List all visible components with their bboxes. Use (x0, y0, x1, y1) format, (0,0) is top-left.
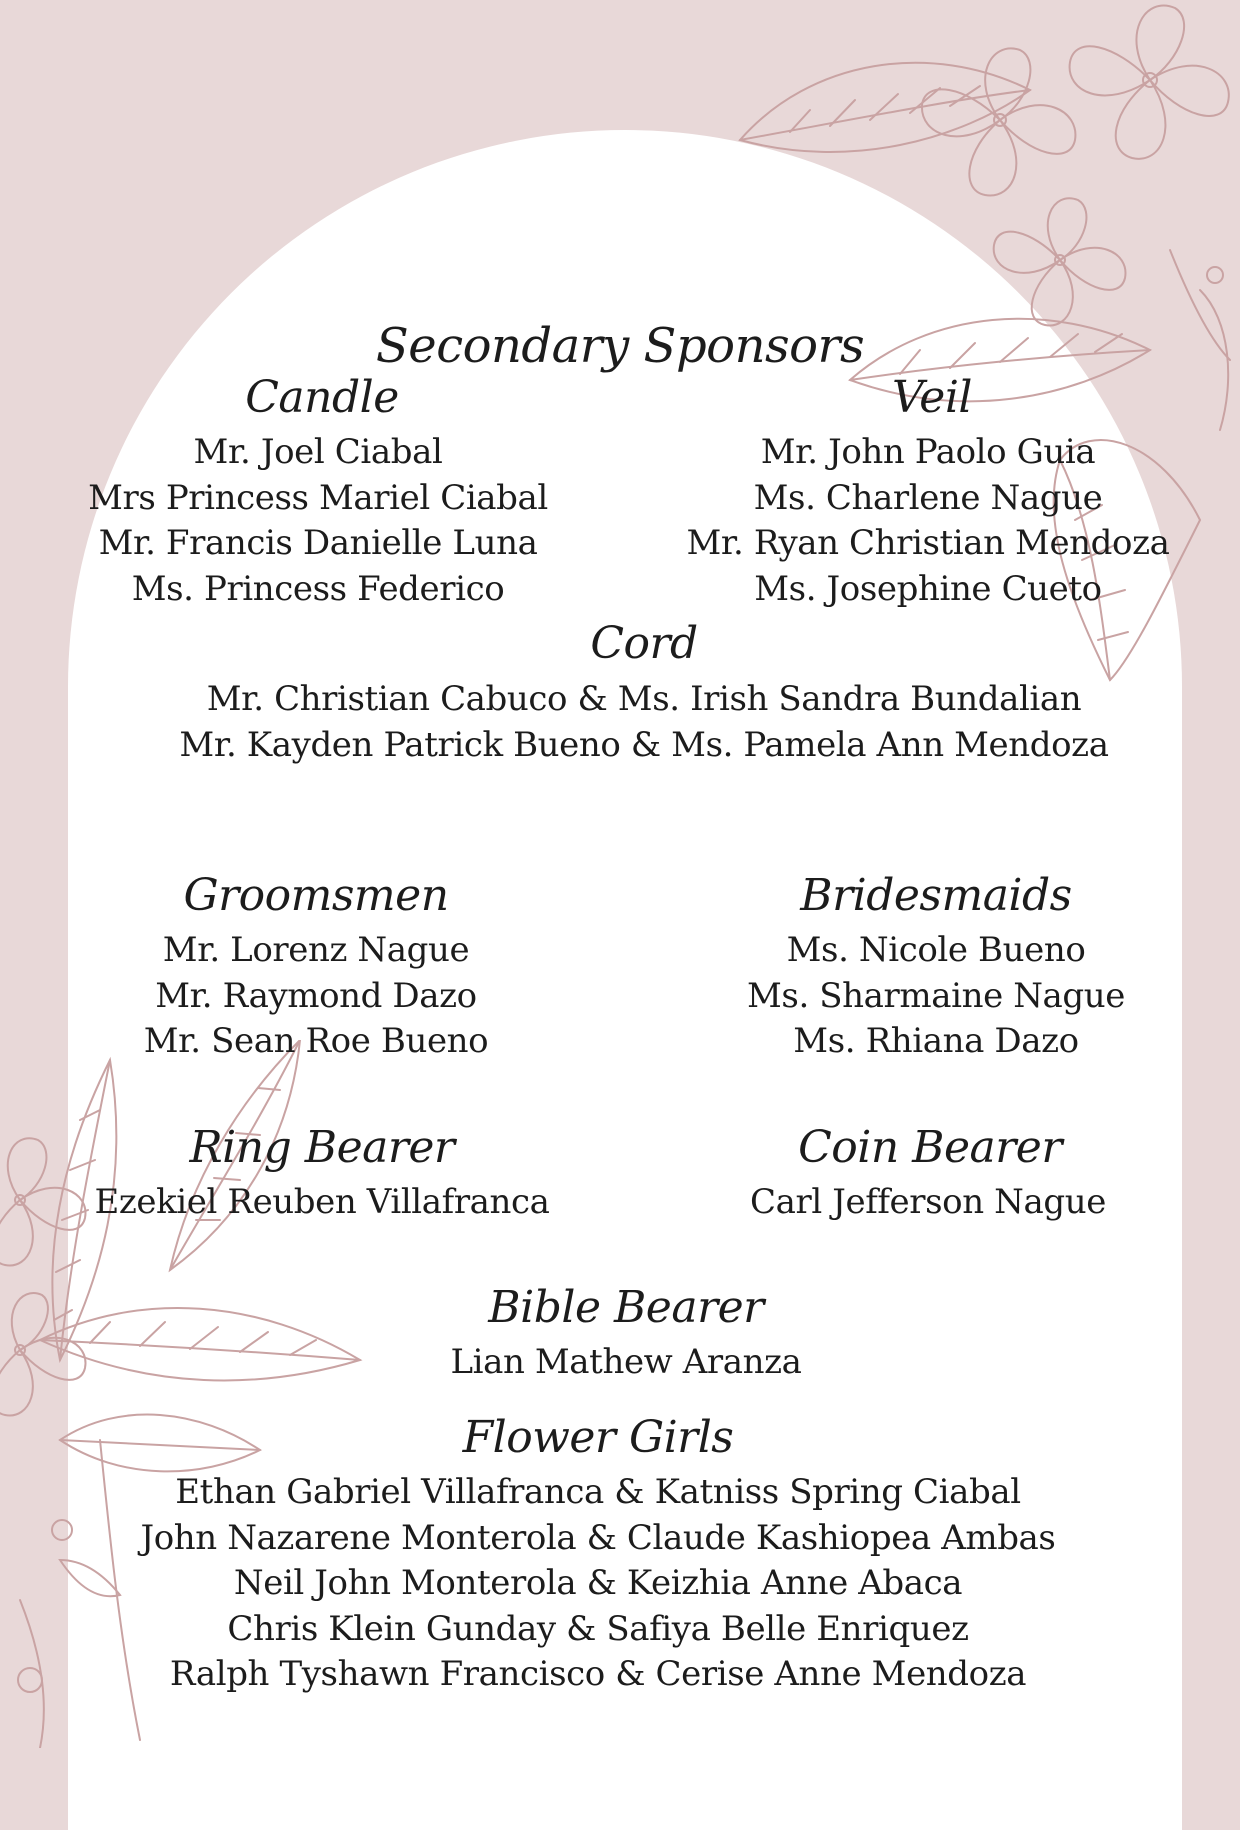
groomsmen-heading: Groomsmen (183, 870, 449, 921)
list-item: John Nazarene Monterola & Claude Kashiopea Ambas (140, 1517, 1056, 1558)
list-item: Ms. Sharmaine Nague (746, 975, 1126, 1016)
candle-heading: Candle (245, 372, 399, 423)
flower-girls-heading: Flower Girls (462, 1412, 734, 1463)
list-item: Mr. Sean Roe Bueno (143, 1021, 489, 1061)
ring-bearer-names (94, 1180, 549, 1226)
groomsmen-names (144, 928, 489, 1065)
list-item: Mr. Raymond Dazo (155, 975, 477, 1016)
list-item: Neil John Monterola & Keizhia Anne Abaca (233, 1563, 963, 1603)
list-item: Carl Jefferson Nague (750, 1182, 1106, 1222)
list-item: Lian Mathew Aranza (450, 1342, 802, 1382)
list-item: Ethan Gabriel Villafranca & Katniss Spring Ciabal (175, 1472, 1021, 1512)
veil-heading: Veil (892, 372, 972, 423)
list-item: Ms. Rhiana Dazo (793, 1021, 1079, 1061)
list-item: Mr. Lorenz Nague (162, 930, 470, 970)
bridesmaids-heading: Bridesmaids (800, 870, 1072, 921)
list-item: Ralph Tyshawn Francisco & Cerise Anne Mendoza (169, 1654, 1027, 1694)
list-item: Mr. Joel Ciabal (193, 432, 443, 472)
cord-names (179, 677, 1108, 768)
list-item: Mr. Ryan Christian Mendoza (686, 523, 1170, 563)
list-item: Chris Klein Gunday & Safiya Belle Enriquez (227, 1608, 969, 1649)
list-item: Mr. Francis Danielle Luna (98, 523, 538, 563)
ring-bearer-heading: Ring Bearer (189, 1122, 455, 1173)
cord-heading: Cord (590, 618, 698, 669)
flower-girls-names (141, 1470, 1056, 1698)
list-item: Mr. Kayden Patrick Bueno & Ms. Pamela Ann Mendoza (179, 724, 1109, 765)
list-item: Mrs Princess Mariel Ciabal (88, 477, 548, 518)
list-item: Ezekiel Reuben Villafranca (94, 1182, 550, 1222)
bible-bearer-names (450, 1340, 801, 1386)
list-item: Ms. Charlene Nague (753, 477, 1103, 518)
page-title: Secondary Sponsors (375, 318, 865, 374)
veil-names (687, 430, 1170, 612)
list-item: Mr. John Paolo Guia (760, 432, 1096, 472)
bridesmaids-names (747, 928, 1125, 1065)
coin-bearer-heading: Coin Bearer (798, 1122, 1062, 1173)
list-item: Ms. Nicole Bueno (786, 930, 1086, 970)
bible-bearer-heading: Bible Bearer (488, 1282, 764, 1333)
coin-bearer-names (750, 1180, 1106, 1226)
list-item: Mr. Christian Cabuco & Ms. Irish Sandra Bundalian (206, 679, 1082, 719)
list-item: Ms. Josephine Cueto (754, 568, 1102, 609)
candle-names (88, 430, 548, 612)
list-item: Ms. Princess Federico (131, 568, 505, 609)
